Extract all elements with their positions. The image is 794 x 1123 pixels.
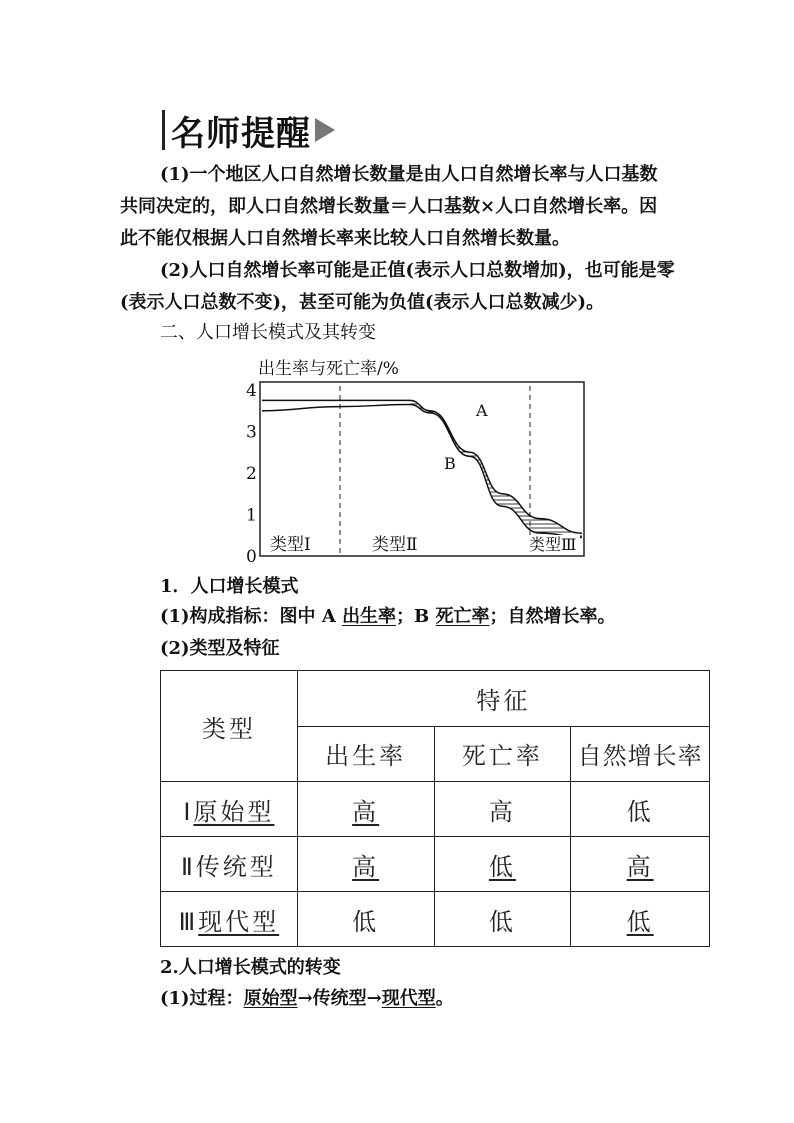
paragraph-2-line-2: (表示人口总数不变)，甚至可能为负值(表示人口总数减少)。	[120, 292, 605, 313]
type-name: 原始型	[193, 797, 275, 826]
natural-value: 高	[626, 852, 654, 881]
section-1-item-2: (2)类型及特征	[160, 638, 280, 659]
header-death-rate: 死亡率	[434, 726, 571, 782]
death-cell: 低	[434, 892, 571, 947]
type-cell	[161, 782, 298, 837]
y-tick-label: 2	[246, 464, 257, 484]
header-natural-growth-rate: 自然增长率	[571, 726, 710, 782]
type-name: 现代型	[198, 907, 280, 936]
answer-birth-rate: 出生率	[342, 606, 397, 627]
growth-types-table	[160, 670, 710, 947]
table-row	[161, 892, 710, 947]
process-end: 。	[435, 988, 454, 1009]
process-primitive: 原始型	[243, 988, 298, 1009]
death-cell	[434, 837, 571, 892]
birth-cell: 低	[297, 892, 434, 947]
paragraph-1-line-3: 此不能仅根据人口自然增长率来比较人口自然增长数量。	[120, 228, 570, 249]
paragraph-1-line-1: (1)一个地区人口自然增长数量是由人口自然增长率与人口基数	[160, 164, 658, 185]
answer-death-rate: 死亡率	[435, 606, 490, 627]
death-cell: 高	[434, 782, 571, 837]
section-title-text: 名师提醒	[171, 113, 311, 154]
death-value: 低	[488, 852, 516, 881]
label-a: A	[476, 401, 488, 420]
y-tick-label: 3	[246, 422, 257, 443]
item-1-suffix: ；自然增长率。	[489, 606, 616, 627]
item-1-prefix: (1)构成指标：图中 A	[160, 606, 343, 627]
natural-cell: 低	[571, 782, 710, 837]
header-birth-rate: 出生率	[297, 726, 434, 782]
birth-cell	[297, 837, 434, 892]
region-label-type-1: 类型Ⅰ	[270, 535, 311, 555]
type-numeral: Ⅱ	[180, 852, 196, 881]
label-b: B	[444, 454, 456, 473]
play-triangle-icon	[315, 118, 335, 142]
header-type: 类型	[161, 671, 298, 782]
y-tick-label: 0	[246, 547, 257, 564]
arrow-right-icon: →	[366, 988, 382, 1009]
header-features: 特征	[297, 671, 709, 727]
birth-value: 高	[352, 797, 380, 826]
type-numeral: Ⅲ	[178, 907, 199, 936]
region-label-type-3: 类型Ⅲ	[529, 535, 577, 554]
section-1-item-1	[160, 606, 616, 628]
natural-value: 低	[626, 907, 654, 936]
type-numeral: Ⅰ	[183, 797, 194, 826]
process-traditional: 传统型	[312, 988, 367, 1009]
table-row	[161, 837, 710, 892]
arrow-right-icon: →	[297, 988, 313, 1009]
section-2-process	[160, 988, 454, 1010]
type-cell	[161, 892, 298, 947]
process-prefix: (1)过程：	[160, 988, 244, 1009]
table-row	[161, 782, 710, 837]
section-title	[162, 108, 335, 152]
region-label-type-2: 类型Ⅱ	[372, 535, 418, 555]
title-bar	[162, 110, 165, 150]
item-1-mid: ；B	[396, 606, 436, 627]
birth-death-rate-chart	[240, 350, 592, 564]
section-2-heading: 2.人口增长模式的转变	[160, 957, 341, 978]
process-modern: 现代型	[381, 988, 436, 1009]
paragraph-2-line-1: (2)人口自然增长率可能是正值(表示人口总数增加)，也可能是零	[160, 260, 675, 281]
birth-cell	[297, 782, 434, 837]
birth-value: 高	[352, 852, 380, 881]
y-tick-label: 1	[246, 505, 257, 526]
type-name: 传统型	[195, 852, 277, 881]
y-tick-label: 4	[246, 381, 257, 401]
type-cell	[161, 837, 298, 892]
natural-cell	[571, 837, 710, 892]
chart-title: 出生率与死亡率/%	[258, 359, 399, 379]
section-heading-2: 二、人口增长模式及其转变	[160, 322, 376, 343]
section-1-heading: 1．人口增长模式	[160, 576, 299, 597]
natural-cell	[571, 892, 710, 947]
paragraph-1-line-2: 共同决定的，即人口自然增长数量＝人口基数×人口自然增长率。因	[120, 196, 658, 217]
